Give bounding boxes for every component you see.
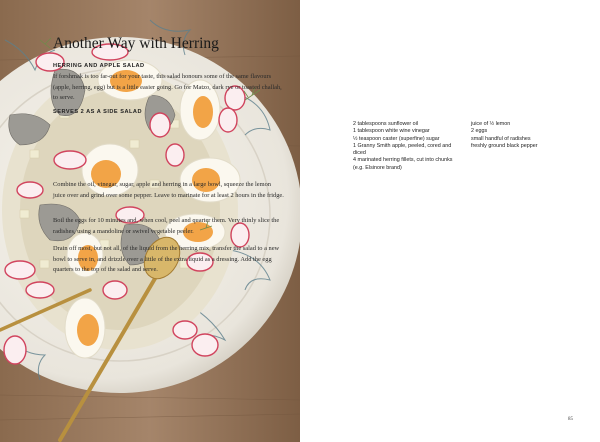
page-title: Another Way with Herring — [53, 35, 219, 52]
page-number: 85 — [568, 417, 573, 422]
serves-label: SERVES 2 AS A SIDE SALAD — [53, 109, 142, 115]
ingredient-item: 1 Granny Smith apple, peeled, cored and diced — [353, 142, 452, 157]
intro-paragraph: If forshmak is too far-out for your taste, this salad honours some of the same flavours (apple, herring, egg) but is a little easier going. Go for Matzo, dark rye or toasted challah, to serve. — [53, 73, 282, 102]
ingredients-left-column — [353, 121, 460, 172]
method-step-1: Combine the oil, vinegar, sugar, apple and herring in a large bowl, squeeze the lemon juice over and grind over some pepper. Leave to marinate for at least 2 hours in the fridge. — [53, 181, 284, 199]
ingredient-item: freshly ground black pepper — [471, 142, 538, 149]
method-step-2: Boil the eggs for 10 minutes and, when cool, peel and quarter them. Very thinly slice the radishes, using a mandoline or swivel vegetable peeler. — [53, 217, 280, 235]
ingredient-item: ½ teaspoon caster (superfine) sugar — [353, 135, 440, 142]
ingredient-item: 1 tablespoon white wine vinegar — [353, 128, 430, 135]
ingredient-item: juice of ½ lemon — [471, 121, 511, 127]
recipe-subtitle: HERRING AND APPLE SALAD — [53, 63, 145, 69]
ingredient-item: small handful of radishes — [471, 135, 531, 142]
ingredient-item: 2 eggs — [471, 128, 488, 135]
ingredient-item: 4 marinated herring fillets, cut into chunks (e.g. Elsinore brand) — [353, 157, 453, 171]
ingredients-right-column — [471, 121, 581, 150]
recipe-page — [300, 0, 600, 442]
method-step-3: Drain off most, but not all, of the liquid from the herring mix, transfer the salad to a new bowl to serve in, and drizzle over a little of the extra liquid as a dressing. Add the egg quarters to the top of the salad and serve. — [53, 245, 280, 274]
ingredient-item: 2 tablespoons sunflower oil — [353, 121, 419, 127]
